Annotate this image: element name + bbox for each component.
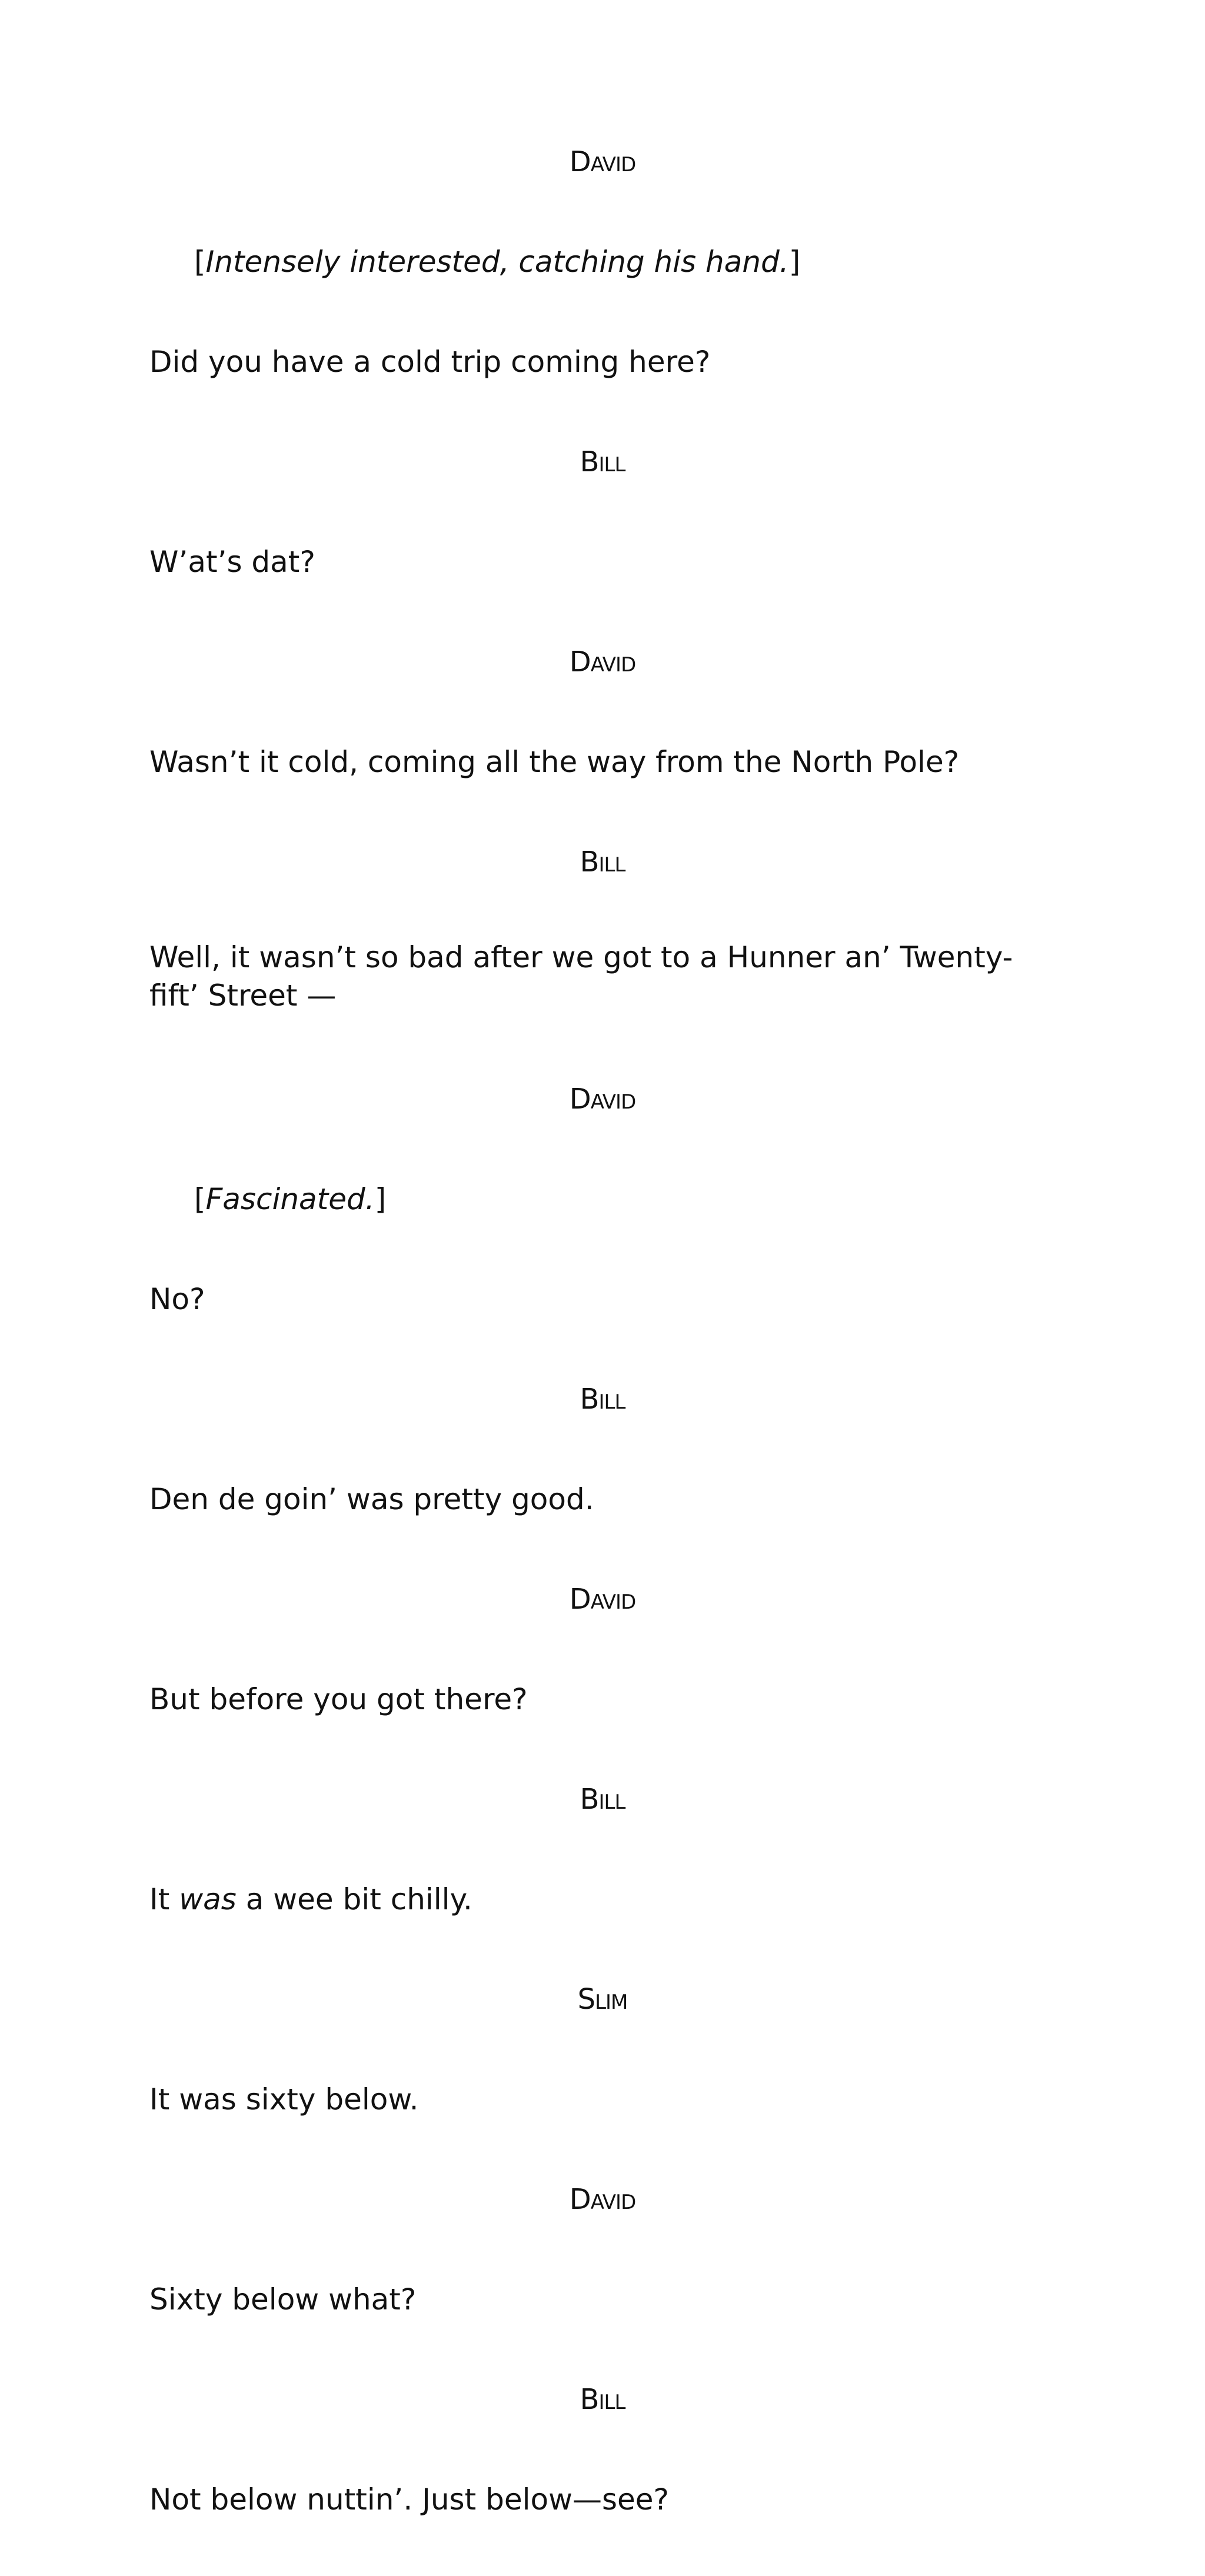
stage-direction: [Fascinated.] — [194, 1182, 387, 1216]
speaker-name: Bill — [580, 1383, 625, 1416]
dialogue-line — [149, 1876, 1056, 1923]
dialogue-line: Not below nuttin’. Just below—see? — [149, 2482, 670, 2517]
stage-direction-text: Fascinated. — [205, 1182, 375, 1216]
speaker-name: Bill — [580, 445, 625, 478]
dialogue-line: W’at’s dat? — [149, 545, 315, 579]
dialogue-line: Den de goin’ was pretty good. — [149, 1482, 594, 1516]
script-body — [149, 138, 1056, 2576]
dialogue-text: a wee bit chilly. — [236, 1882, 472, 1916]
speaker-name: Bill — [580, 1783, 625, 1816]
dialogue-text: It — [149, 1882, 179, 1916]
stage-direction-text: Intensely interested, catching his hand. — [205, 245, 789, 279]
dialogue-line: Wasn’t it cold, coming all the way from the North Pole? — [149, 745, 960, 779]
speaker-name: David — [569, 145, 636, 178]
dialogue-line: No? — [149, 1282, 205, 1316]
speaker-name: David — [569, 2183, 636, 2216]
speaker-name: Slim — [577, 1983, 628, 2016]
stage-direction: [Intensely interested, catching his hand.] — [194, 245, 801, 279]
dialogue-line: Well, it wasn’t so bad after we got to a Hunner an’ Twenty-fift’ Street — — [149, 940, 1013, 1013]
speaker-name: David — [569, 1583, 636, 1616]
speaker-name: Bill — [580, 2383, 625, 2416]
speaker-name: Bill — [580, 846, 625, 878]
dialogue-line: Sixty below what? — [149, 2282, 417, 2317]
dialogue-line: It was sixty below. — [149, 2082, 419, 2116]
speaker-name: David — [569, 645, 636, 678]
dialogue-line: Did you have a cold trip coming here? — [149, 345, 711, 379]
dialogue-emphasis: was — [179, 1882, 237, 1916]
dialogue-line: But before you got there? — [149, 1682, 528, 1716]
speaker-name: David — [569, 1083, 636, 1116]
